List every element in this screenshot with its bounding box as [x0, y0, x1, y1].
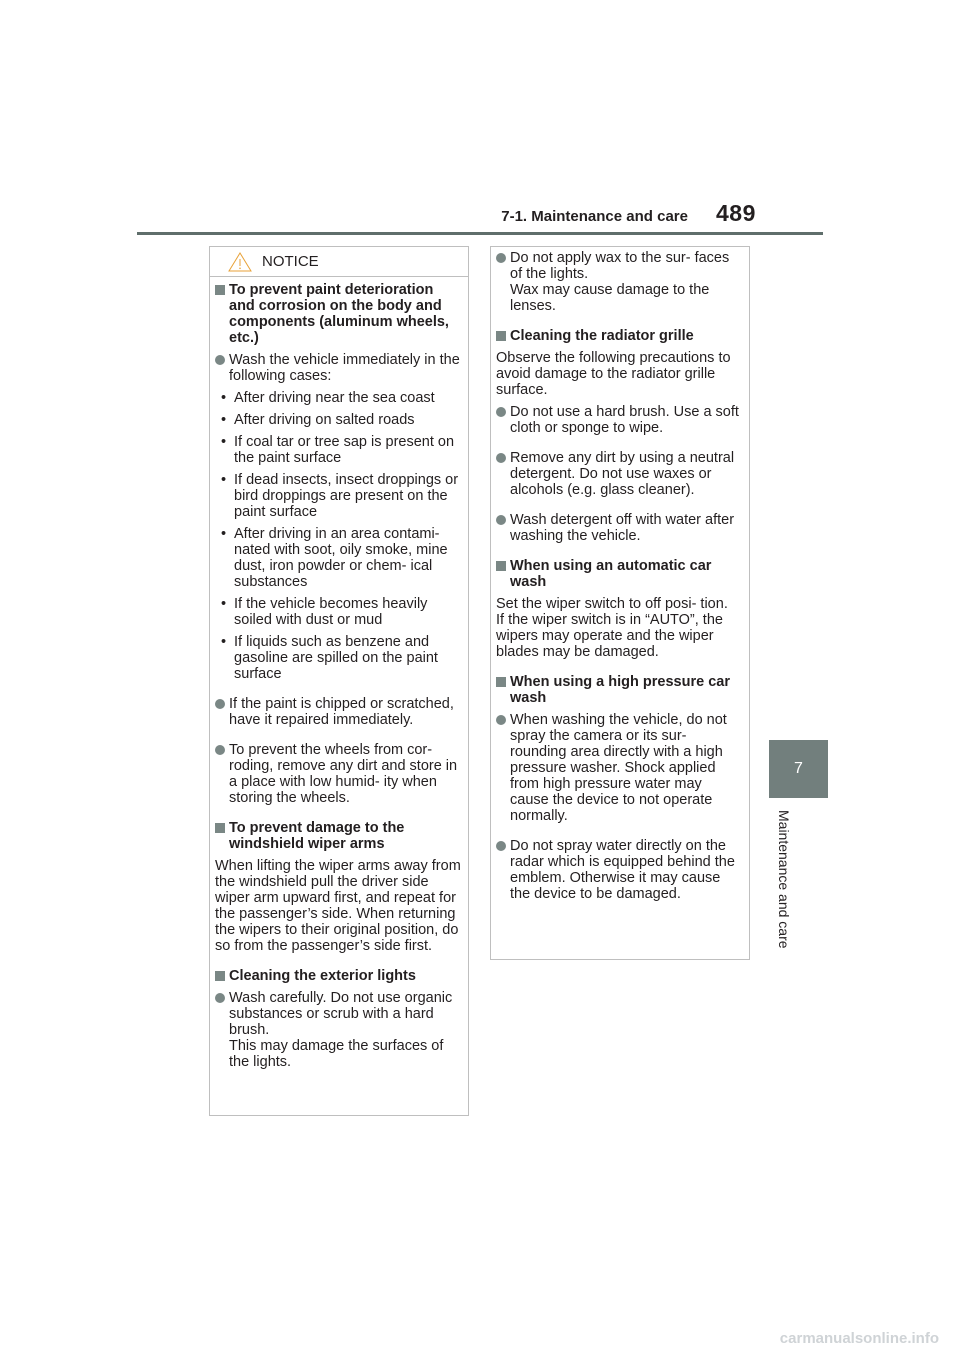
bullet-item: Wash the vehicle immediately in the following cases: [215, 352, 462, 384]
list-item: • After driving on salted roads [221, 412, 415, 428]
watermark: carmanualsonline.info [779, 1330, 939, 1347]
square-bullet-icon [496, 677, 506, 687]
bullet-item: Do not apply wax to the sur- faces of the lights. Wax may cause damage to the lenses. [496, 250, 743, 314]
section-heading: Cleaning the radiator grille [496, 328, 743, 344]
section-heading: To prevent damage to the windshield wiper arms [215, 820, 462, 852]
paragraph: Observe the following precautions to avoid damage to the radiator grille surface. [496, 350, 731, 398]
list-item: • After driving in an area contami- nated with soot, oily smoke, mine dust, iron powder or chem- ical substances [221, 526, 448, 590]
circle-bullet-icon [215, 993, 225, 1003]
circle-bullet-icon [496, 407, 506, 417]
bullet-item: If the paint is chipped or scratched, have it repaired immediately. [215, 696, 462, 728]
circle-bullet-icon [215, 699, 225, 709]
bullet-item: When washing the vehicle, do not spray the camera or its sur- rounding area directly with a high pressure washer. Shock applied from high pressure water may cause the device to not operate normally. [496, 712, 743, 824]
list-item: • If liquids such as benzene and gasoline are spilled on the paint surface [221, 634, 438, 682]
bullet-item: Do not use a hard brush. Use a soft cloth or sponge to wipe. [496, 404, 743, 436]
chapter-label: Maintenance and care [776, 810, 792, 949]
header-rule [137, 232, 823, 235]
bullet-item: To prevent the wheels from cor- roding, remove any dirt and store in a place with low humid- ity when storing the wheels. [215, 742, 462, 806]
notice-content-left [210, 277, 468, 1070]
notice-content-right [491, 247, 749, 902]
bullet-item: Wash detergent off with water after washing the vehicle. [496, 512, 743, 544]
circle-bullet-icon [215, 745, 225, 755]
circle-bullet-icon [215, 355, 225, 365]
list-item: • If dead insects, insect droppings or bird droppings are present on the paint surface [221, 472, 459, 520]
list-item: • If coal tar or tree sap is present on the paint surface [221, 434, 455, 466]
square-bullet-icon [496, 331, 506, 341]
circle-bullet-icon [496, 715, 506, 725]
section-heading: Cleaning the exterior lights [215, 968, 462, 984]
section-heading: To prevent paint deterioration and corrosion on the body and components (aluminum wheels, etc.) [215, 282, 462, 346]
warning-triangle-icon [228, 252, 252, 276]
notice-box-left [209, 246, 469, 1116]
bullet-item: Remove any dirt by using a neutral detergent. Do not use waxes or alcohols (e.g. glass cleaner). [496, 450, 743, 498]
section-heading: When using a high pressure car wash [496, 674, 743, 706]
chapter-tab [769, 740, 828, 798]
chapter-number: 7 [794, 760, 803, 777]
page-number: 489 [716, 200, 756, 226]
section-title: 7-1. Maintenance and care [501, 208, 688, 225]
square-bullet-icon [215, 971, 225, 981]
list-item: • If the vehicle becomes heavily soiled with dust or mud [221, 596, 428, 628]
square-bullet-icon [496, 561, 506, 571]
notice-label: NOTICE [262, 253, 319, 270]
bullet-item: Do not spray water directly on the radar which is equipped behind the emblem. Otherwise it may cause the device to be damaged. [496, 838, 743, 902]
bullet-item: Wash carefully. Do not use organic substances or scrub with a hard brush. This may damage the surfaces of the lights. [215, 990, 462, 1070]
paragraph: Set the wiper switch to off posi- tion. If the wiper switch is in “AUTO”, the wipers may operate and the wiper blades may be damaged. [496, 596, 728, 660]
circle-bullet-icon [496, 453, 506, 463]
notice-box-right [490, 246, 750, 960]
paragraph: When lifting the wiper arms away from the windshield pull the driver side wiper arm upward first, and repeat for the passenger’s side. When returning the wipers to their original position, do so from the passenger’s side first. [215, 858, 461, 954]
section-heading: When using an automatic car wash [496, 558, 743, 590]
notice-header [210, 247, 468, 277]
circle-bullet-icon [496, 253, 506, 263]
circle-bullet-icon [496, 515, 506, 525]
list-item: • After driving near the sea coast [221, 390, 435, 406]
circle-bullet-icon [496, 841, 506, 851]
square-bullet-icon [215, 823, 225, 833]
square-bullet-icon [215, 285, 225, 295]
